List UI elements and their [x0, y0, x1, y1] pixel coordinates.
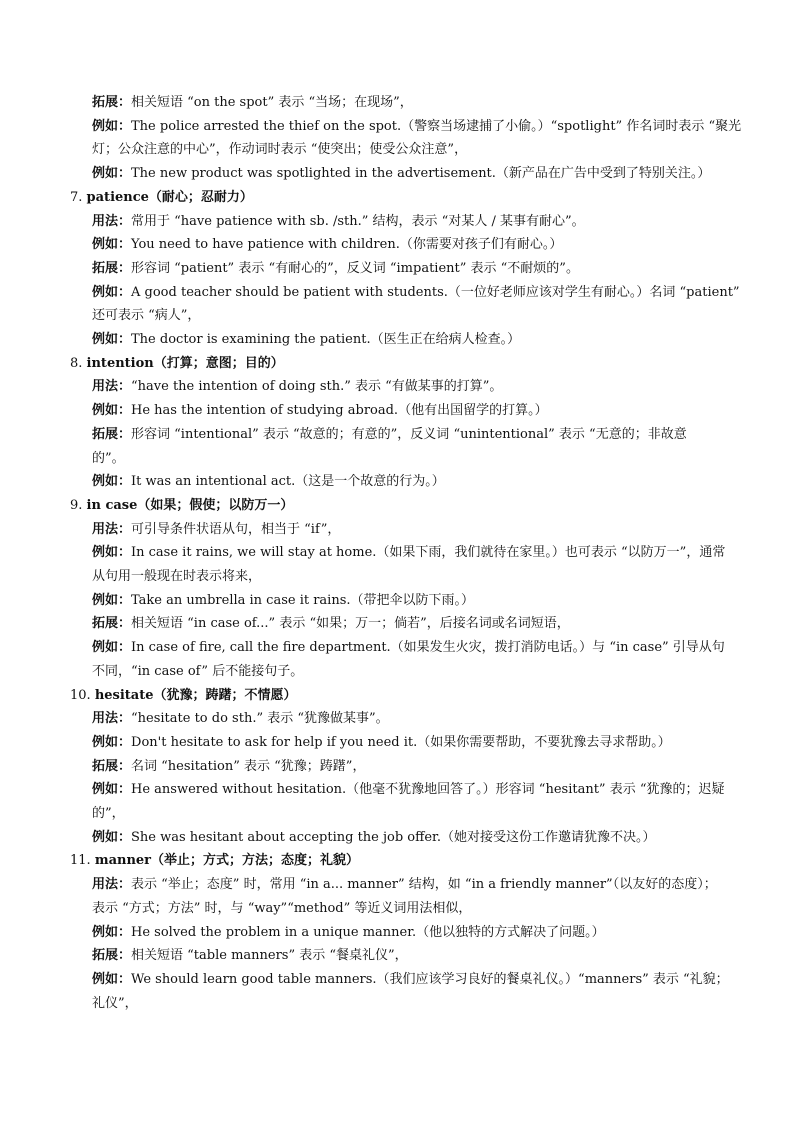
line-label: 拓展： — [92, 616, 132, 632]
entry-title: manner（举止；方式；方法；态度；礼貌） — [94, 853, 360, 869]
text-line — [92, 521, 340, 539]
line-text: 的”。 — [92, 450, 125, 466]
line-label: 拓展： — [92, 95, 132, 110]
line-label: 例如： — [92, 640, 132, 656]
line-text: 相关短语 “table manners” 表示 “餐桌礼仪”， — [131, 948, 408, 964]
continuation-line — [92, 307, 200, 325]
line-text: 相关短语 “in case of...” 表示 “如果；万一；倘若”，后接名词或名词短语， — [131, 616, 570, 632]
text-line — [92, 734, 671, 752]
text-line — [92, 426, 687, 444]
line-text: 形容词 “patient” 表示 “有耐心的”，反义词 “impatient” 表示 “不耐烦的”。 — [131, 260, 579, 276]
line-text: 可引导条件状语从句，相当于 “if”， — [131, 521, 341, 537]
line-text: 表示 “举止；态度” 时，常用 “in a... manner” 结构，如 “in a friendly manner”（以友好的态度）； — [131, 877, 717, 893]
line-label: 例如： — [92, 403, 132, 419]
line-label: 例如： — [92, 237, 132, 253]
line-text: 还可表示 “病人”， — [92, 308, 201, 324]
entry-heading — [70, 687, 297, 705]
text-line — [92, 260, 579, 278]
text-line — [92, 947, 408, 965]
line-text: In case of fire, call the fire department.（如果发生火灾，拨打消防电话。）与 “in case” 引导从句 — [131, 640, 725, 656]
continuation-line — [92, 900, 471, 918]
text-line — [92, 473, 445, 491]
entry-title: patience（耐心；忍耐力） — [86, 189, 253, 205]
line-label: 用法： — [92, 379, 132, 395]
line-label: 例如： — [92, 118, 132, 134]
text-line — [92, 710, 389, 728]
line-label: 例如： — [92, 166, 132, 182]
line-label: 拓展： — [92, 948, 132, 964]
line-text: Don't hesitate to ask for help if you need it.（如果你需要帮助，不要犹豫去寻求帮助。） — [131, 734, 671, 750]
line-text: The police arrested the thief on the spot.（警察当场逮捕了小偷。）“spotlight” 作名词时表示 “聚光 — [131, 118, 742, 134]
text-line — [92, 378, 502, 396]
entry-title: hesitate（犹豫；踌躇；不情愿） — [94, 687, 297, 703]
line-label: 例如： — [92, 924, 132, 940]
line-label: 拓展： — [92, 758, 132, 774]
line-text: 常用于 “have patience with sb. /sth.” 结构，表示 “对某人 / 某事有耐心”。 — [131, 213, 585, 229]
line-text: 的”， — [92, 806, 125, 821]
entry-title: intention（打算；意图；目的） — [86, 355, 284, 371]
line-text: We should learn good table manners.（我们应该学习良好的餐桌礼仪。）“manners” 表示 “礼貌； — [131, 971, 729, 987]
entry-heading — [70, 189, 253, 207]
line-text: He solved the problem in a unique manner.（他以独特的方式解决了问题。） — [131, 924, 605, 940]
text-line — [92, 829, 655, 847]
entry-number: 9. — [70, 497, 87, 513]
entry-heading — [70, 852, 359, 870]
line-text: Take an umbrella in case it rains.（带把伞以防下雨。） — [131, 592, 475, 608]
text-line — [92, 544, 725, 562]
line-label: 拓展： — [92, 426, 132, 442]
line-label: 例如： — [92, 332, 132, 347]
text-line — [92, 781, 724, 799]
text-line — [92, 118, 741, 136]
line-label: 例如： — [92, 284, 132, 300]
line-text: He has the intention of studying abroad.（他有出国留学的打算。） — [131, 403, 548, 419]
entry-heading — [70, 497, 293, 515]
line-text: She was hesitant about accepting the job offer.（她对接受这份工作邀请犹豫不决。） — [131, 829, 656, 845]
line-label: 例如： — [92, 734, 132, 750]
line-text: The doctor is examining the patient.（医生正在给病人检查。） — [131, 332, 521, 347]
text-line — [92, 213, 585, 231]
entry-title: in case（如果；假使；以防万一） — [86, 497, 294, 513]
line-text: He answered without hesitation.（他毫不犹豫地回答了。）形容词 “hesitant” 表示 “犹豫的；迟疑 — [131, 782, 725, 798]
text-line — [92, 592, 474, 610]
text-line — [92, 402, 548, 420]
line-label: 例如： — [92, 545, 132, 561]
line-text: In case it rains, we will stay at home.（如果下雨，我们就待在家里。）也可表示 “以防万一”，通常 — [131, 545, 726, 561]
line-text: A good teacher should be patient with students.（一位好老师应该对学生有耐心。）名词 “patient” — [131, 284, 740, 300]
text-line — [92, 615, 570, 633]
continuation-line — [92, 995, 138, 1013]
line-label: 例如： — [92, 829, 132, 845]
continuation-line — [92, 663, 303, 681]
line-label: 例如： — [92, 971, 132, 987]
text-line — [92, 876, 717, 894]
text-line — [92, 971, 729, 989]
line-label: 例如： — [92, 474, 132, 490]
entry-number: 11. — [70, 853, 95, 869]
entry-heading — [70, 355, 284, 373]
line-label: 用法： — [92, 711, 132, 727]
line-label: 用法： — [92, 521, 132, 537]
line-text: 灯；公众注意的中心”，作动词时表示 “使突出；使受公众注意”， — [92, 142, 468, 158]
line-text: “have the intention of doing sth.” 表示 “有做某事的打算”。 — [131, 379, 503, 395]
continuation-line — [92, 568, 261, 586]
continuation-line — [92, 805, 125, 823]
entry-number: 7. — [70, 189, 87, 205]
line-text: 相关短语 “on the spot” 表示 “当场；在现场”， — [131, 95, 413, 110]
continuation-line — [92, 141, 467, 159]
text-line — [92, 284, 740, 302]
line-text: 礼仪”， — [92, 995, 138, 1011]
line-text: You need to have patience with children.（你需要对孩子们有耐心。） — [131, 237, 563, 253]
line-text: “hesitate to do sth.” 表示 “犹豫做某事”。 — [131, 711, 389, 727]
text-line — [92, 639, 725, 657]
line-text: 不同，“in case of” 后不能接句子。 — [92, 663, 304, 679]
line-text: 表示 “方式；方法” 时，与 “way”“method” 等近义词用法相似， — [92, 900, 472, 916]
text-line — [92, 758, 365, 776]
text-line — [92, 236, 562, 254]
line-label: 用法： — [92, 213, 132, 229]
line-text: 名词 “hesitation” 表示 “犹豫；踌躇”， — [131, 758, 366, 774]
text-line — [92, 165, 710, 183]
line-label: 例如： — [92, 592, 132, 608]
line-text: The new product was spotlighted in the advertisement.（新产品在广告中受到了特别关注。） — [131, 166, 711, 182]
entry-number: 8. — [70, 355, 87, 371]
line-text: 形容词 “intentional” 表示 “故意的；有意的”，反义词 “unintentional” 表示 “无意的；非故意 — [131, 426, 687, 442]
entry-number: 10. — [70, 687, 95, 703]
continuation-line — [92, 450, 125, 468]
text-line — [92, 331, 520, 349]
line-label: 用法： — [92, 877, 132, 893]
line-label: 拓展： — [92, 260, 132, 276]
text-line — [92, 924, 605, 942]
line-text: 从句用一般现在时表示将来， — [92, 569, 262, 584]
line-label: 例如： — [92, 782, 132, 798]
text-line — [92, 94, 413, 112]
line-text: It was an intentional act.（这是一个故意的行为。） — [131, 474, 445, 490]
